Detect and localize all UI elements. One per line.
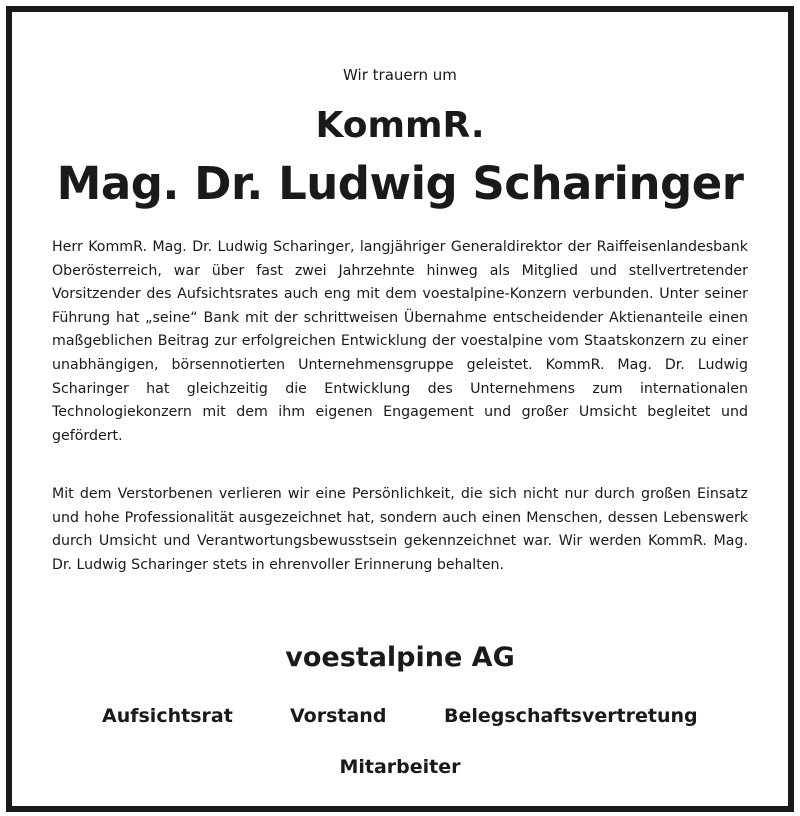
tribute-paragraph-2: Mit dem Verstorbenen verlieren wir eine Persönlichkeit, die sich nicht nur durch großen Einsatz und hohe Professionalität ausgezeichnet hat, sondern auch einen Menschen, dessen Lebenswerk durch Umsicht und Verantwortungsbewusstsein gekennzeichnet war. Wir werden KommR. Mag. Dr. Ludwig Scharinger stets in ehrenvoller Erinnerung behalten. (52, 486, 748, 573)
company-name: voestalpine AG (285, 642, 515, 673)
group-employees: Mitarbeiter (339, 756, 461, 778)
group-executive-board: Vorstand (290, 705, 387, 727)
group-works-council: Belegschaftsvertretung (444, 705, 698, 727)
group-supervisory-board: Aufsichtsrat (102, 705, 233, 727)
honorific-title: KommR. (315, 105, 485, 146)
tribute-paragraph-1: Herr KommR. Mag. Dr. Ludwig Scharinger, langjähriger Generaldirektor der Raiffeisenlandesbank Oberösterreich, war über fast zwei Jahrzehnte hinweg als Mitglied und stellvertretender Vorsitzender des Aufsichtsrates auch eng mit dem voestalpine-Konzern verbunden. Unter seiner Führung hat „seine“ Bank mit der schrittweisen Übernahme entscheidender Aktienanteile einen maßgeblichen Beitrag zur erfolgreichen Entwicklung der voestalpine vom Staatskonzern zu einer unabhängigen, börsennotierten Unternehmensgruppe geleistet. KommR. Mag. Dr. Ludwig Scharinger hat gleichzeitig die Entwicklung des Unternehmens zum internationalen Technologiekonzern mit dem ihm eigenen Engagement und großer Umsicht begleitet und gefördert. (52, 239, 748, 444)
deceased-name: Mag. Dr. Ludwig Scharinger (56, 157, 744, 210)
obituary-notice (6, 6, 794, 812)
intro-line: Wir trauern um (343, 66, 457, 84)
